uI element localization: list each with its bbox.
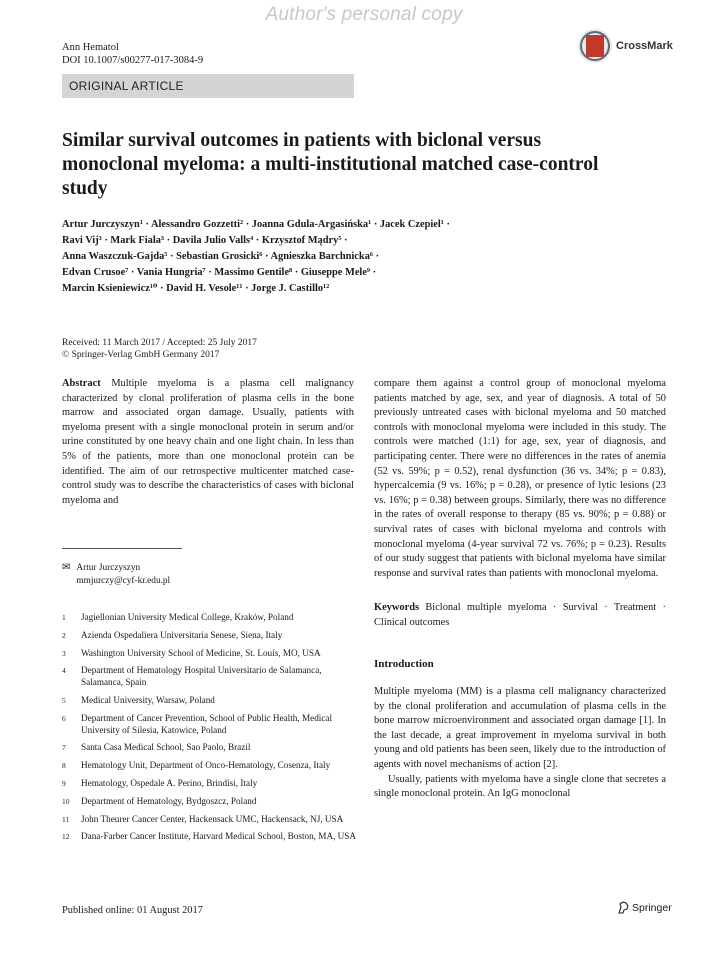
- abstract-label: Abstract: [62, 378, 101, 389]
- affiliation-item: 9 Hematology, Ospedale A. Perino, Brindisi, Italy: [62, 777, 258, 788]
- intro-heading: Introduction: [374, 657, 434, 670]
- article-type-banner: ORIGINAL ARTICLE: [62, 74, 354, 98]
- watermark: Author's personal copy: [265, 4, 463, 25]
- affiliations: [62, 612, 362, 849]
- envelope-icon: ✉: [62, 562, 71, 573]
- affiliation-item: 8 Hematology Unit, Department of Onco-Hematology, Cosenza, Italy: [62, 760, 331, 771]
- affiliation-item: 4 Department of Hematology Hospital Universitario de Salamanca, Salamanca, Spain: [62, 665, 322, 688]
- affiliation-item: 12 Dana-Farber Cancer Institute, Harvard Medical School, Boston, MA, USA: [62, 831, 357, 842]
- abstract-left-column: [62, 377, 354, 508]
- received-date: Received: 11 March 2017 / Accepted: 25 July 2017: [62, 338, 257, 348]
- affiliation-item: 11 John Theurer Cancer Center, Hackensack UMC, Hackensack, NJ, USA: [62, 813, 344, 824]
- dates-block: [62, 337, 257, 361]
- affiliation-item: 10 Department of Hematology, Bydgoszcz, Poland: [62, 795, 257, 806]
- crossmark-label: CrossMark: [616, 40, 673, 52]
- published-date: Published online: 01 August 2017: [62, 905, 203, 916]
- article-title: Similar survival outcomes in patients with biclonal versus monoclonal myeloma: a multi-institutional matched case-control study: [62, 130, 599, 199]
- journal-name: Ann Hematol: [62, 42, 119, 53]
- affiliation-item: 1 Jagiellonian University Medical College, Kraków, Poland: [62, 612, 294, 622]
- keywords-label: Keywords: [374, 602, 420, 614]
- intro-paragraph-2: Usually, patients with myeloma have a single clone that secretes a single monoclonal protein. An IgG monoclonal: [374, 773, 666, 800]
- abstract-text-left: Multiple myeloma is a plasma cell malignancy characterized by clonal proliferation of plasma cells in the bone marrow and associated organ damage. Usually, patients with myeloma present with a single monoclonal protein in serum and/or urine constituted by one heavy chain and one light chain. In less than 5% of the patients, more than one monoclonal protein can be identified. The aim of our retrospective multicenter matched case-control study was to describe the characteristics of cases with biclonal myeloma and: [62, 378, 354, 506]
- author-line: Edvan Crusoe⁷ · Vania Hungria⁷ · Massimo Gentile⁸ · Giuseppe Mele⁹ ·: [62, 267, 377, 278]
- publisher-name: Springer: [632, 901, 672, 914]
- author-list: [62, 217, 532, 297]
- keywords: [374, 601, 666, 630]
- affiliation-item: 3 Washington University School of Medicine, St. Louis, MO, USA: [62, 647, 321, 658]
- doi-link[interactable]: DOI 10.1007/s00277-017-3084-9: [62, 55, 204, 66]
- author-line: Ravi Vij³ · Mark Fiala³ · Davila Julio Valls⁴ · Krzysztof Mądry⁵ ·: [62, 235, 348, 246]
- corresponding-author: [62, 562, 170, 587]
- affiliation-item: 5 Medical University, Warsaw, Poland: [62, 694, 215, 705]
- journal-info: [62, 41, 203, 67]
- crossmark-badge[interactable]: [578, 29, 673, 63]
- contact-email[interactable]: mmjurczy@cyf-kr.edu.pl: [76, 575, 171, 586]
- affiliation-item: 6 Department of Cancer Prevention, School of Public Health, Medical University of Silesia, Katowice, Poland: [62, 712, 333, 735]
- keywords-text: Biclonal multiple myeloma · Survival · Treatment · Clinical outcomes: [374, 602, 666, 628]
- intro-paragraph-1: Multiple myeloma (MM) is a plasma cell malignancy characterized by the clonal proliferation and accumulation of plasma cells in the bone marrow microenvironment and associated organ damage [1]. In the last decade, a great improvement in myeloma survival in both young and old patients has been seen, likely due to the introduction of agents with novel mechanisms of action [2].: [374, 686, 666, 771]
- author-line: Artur Jurczyszyn¹ · Alessandro Gozzetti² · Joanna Gdula-Argasińska¹ · Jacek Czepiel¹ ·: [62, 219, 450, 230]
- author-line: Marcin Ksieniewicz¹⁰ · David H. Vesole¹¹ · Jorge J. Castillo¹²: [62, 283, 330, 294]
- affiliation-item: 2 Azienda Ospedaliera Universitaria Senese, Siena, Italy: [62, 629, 283, 640]
- copyright: © Springer-Verlag GmbH Germany 2017: [62, 350, 220, 360]
- crossmark-icon: [578, 29, 612, 63]
- abstract-text-right: compare them against a control group of monoclonal myeloma patients matched by age, sex, and year of diagnosis. A total of 50 previously untreated cases with biclonal myeloma and 50 matched controls with monoclonal myeloma were included in this study. The controls were matched (1:1) for age, sex, year of diagnosis, and participating center. There were no differences in the rates of anemia (52 vs. 59%; p = 0.52), renal dysfunction (36 vs. 34%; p = 0.83), hypercalcemia (9 vs. 16%; p = 0.28), or presence of lytic lesions (23 vs. 16%; p = 0.38) between groups. Similarly, there was no difference in the rates of overall response to therapy (85 vs. 90%; p = 0.88) or survival rates of cases with biclonal myeloma and controls with monoclonal myeloma (4-year survival 72 vs. 76%; p = 0.23). Results of our study suggest that patients with biclonal myeloma have similar response and survival rates than patients with monoclonal myeloma.: [374, 378, 666, 579]
- footnote-divider: [62, 548, 182, 549]
- author-line: Anna Waszczuk-Gajda⁵ · Sebastian Grosicki⁶ · Agnieszka Barchnicka⁶ ·: [62, 251, 380, 262]
- affiliation-item: 7 Santa Casa Medical School, Sao Paolo, Brazil: [62, 742, 251, 753]
- contact-name: Artur Jurczyszyn: [76, 563, 141, 573]
- right-column: [374, 377, 666, 802]
- springer-horse-icon: [617, 901, 630, 914]
- publisher-logo: [617, 901, 672, 914]
